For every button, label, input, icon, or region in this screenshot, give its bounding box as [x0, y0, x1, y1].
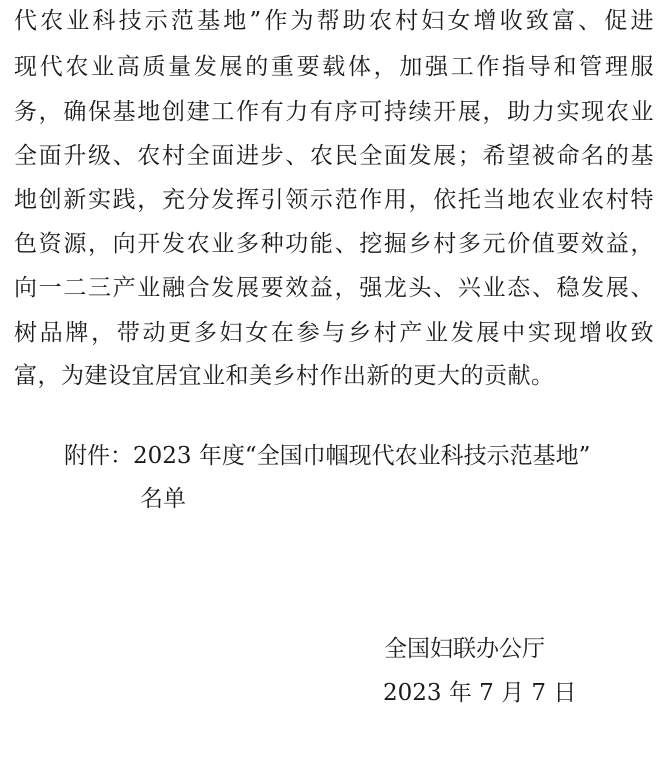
- body-line-9: 富，为建设宜居宜业和美乡村作出新的更大的贡献。: [14, 363, 555, 389]
- body-line-7: 向一二三产业融合发展要效益，强龙头、兴业态、稳发展、: [14, 275, 654, 301]
- body-line-4: 全面升级、农村全面进步、农民全面发展；希望被命名的基: [14, 143, 654, 169]
- body-line-6: 色资源，向开发农业多种功能、挖掘乡村多元价值要效益，: [14, 231, 654, 257]
- body-line-5: 地创新实践，充分发挥引领示范作用，依托当地农业农村特: [14, 187, 654, 213]
- signer: 全国妇联办公厅: [384, 636, 545, 662]
- issue-date: 2023 年 7 月 7 日: [383, 680, 577, 706]
- annex-title: 附件：2023 年度“全国巾帼现代农业科技示范基地”: [64, 443, 591, 469]
- body-line-1: 代农业科技示范基地”作为帮助农村妇女增收致富、促进: [14, 8, 654, 34]
- body-line-3: 务，确保基地创建工作有力有序可持续开展，助力实现农业: [14, 99, 654, 125]
- body-line-8: 树品牌，带动更多妇女在参与乡村产业发展中实现增收致: [14, 320, 654, 346]
- annex-title-continued: 名单: [140, 486, 186, 512]
- body-line-2: 现代农业高质量发展的重要载体，加强工作指导和管理服: [14, 54, 654, 80]
